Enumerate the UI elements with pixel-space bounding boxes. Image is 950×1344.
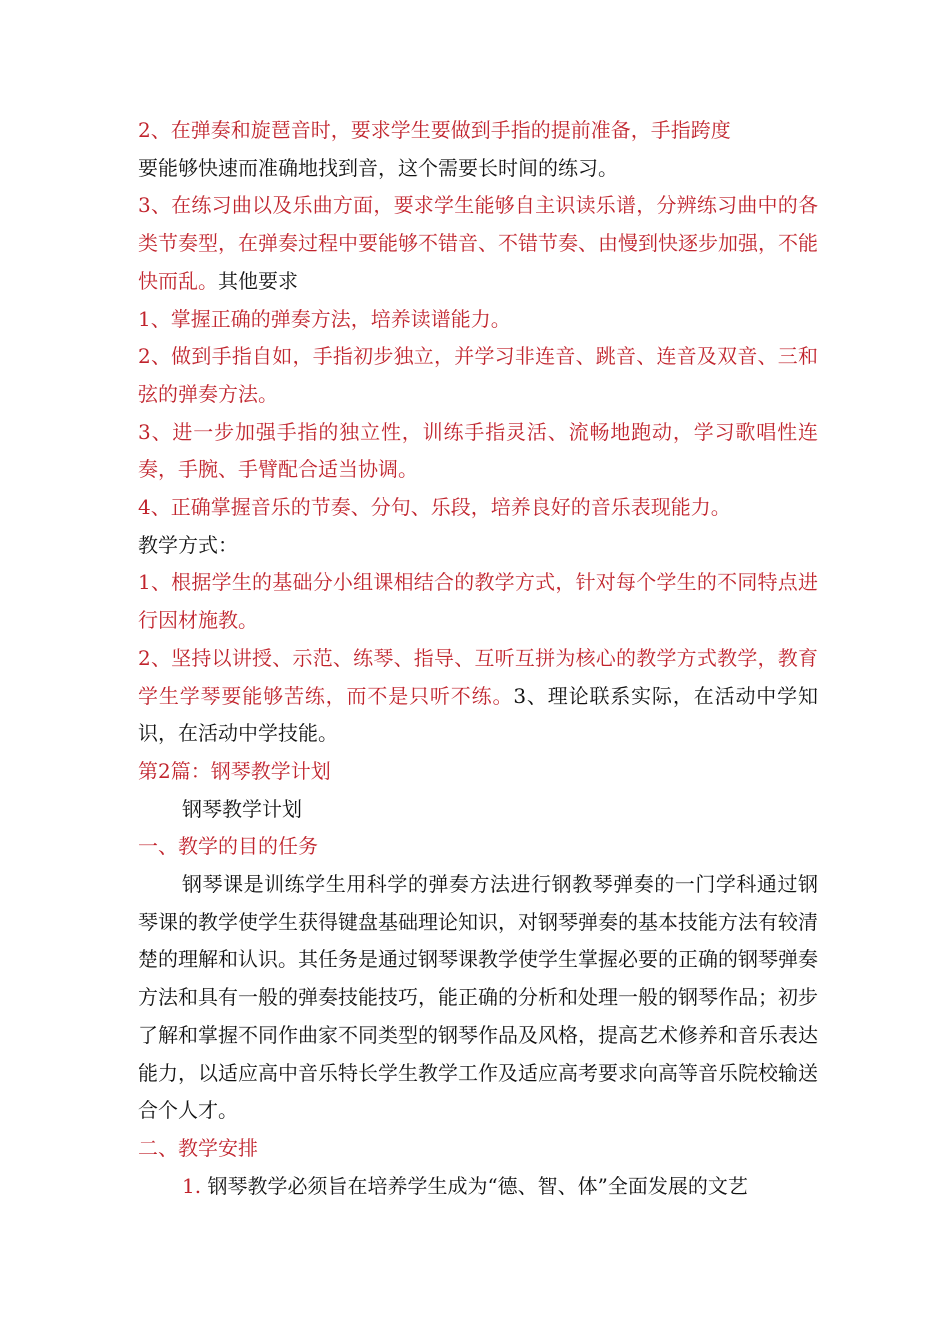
list-item: 4、正确掌握音乐的节奏、分句、乐段，培养良好的音乐表现能力。 [138,495,731,520]
paragraph-line [138,187,818,300]
black-text: 要能够快速而准确地找到音，这个需要长时间的练习。 [138,155,618,180]
chapter-heading: 第2篇：钢琴教学计划 [138,758,331,783]
list-item: 3、进一步加强手指的独立性，训练手指灵活、流畅地跑动，学习歌唱性连奏，手腕、手臂配合适当协调。 [138,419,818,482]
section-label: 教学方式： [138,532,238,557]
paragraph-line [138,112,818,187]
body-paragraph: 钢琴课是训练学生用科学的弹奏方法进行钢教琴弹奏的一门学科通过钢琴课的教学使学生获得键盘基础理论知识，对钢琴弹奏的基本技能方法有较清楚的理解和认识。其任务是通过钢琴课教学使学生掌握必要的正确的钢琴弹奏方法和具有一般的弹奏技能技巧，能正确的分析和处理一般的钢琴作品；初步了解和掌握不同作曲家不同类型的钢琴作品及风格，提高艺术修养和音乐表达能力，以适应高中音乐特长学生教学工作及适应高考要求向高等音乐院校输送合个人才。 [138,872,818,1123]
red-text: 3、在练习曲以及乐曲方面，要求学生能够自主识读乐谱，分辨练习曲中的各类节奏型，在弹奏过程中要能够不错音、不错节奏、由慢到快逐步加强，不能快而乱。 [138,193,818,293]
document-page [138,112,818,1205]
paragraph-line [138,640,818,753]
black-text: 3、理论联系实际，在活动中学知识，在活动中学技能。 [138,683,818,746]
list-item: 2、做到手指自如，手指初步独立，并学习非连音、跳音、连音及双音、三和弦的弹奏方法。 [138,344,818,406]
list-item: 1、掌握正确的弹奏方法，培养读谱能力。 [138,306,511,331]
black-text: 其他要求 [218,268,298,293]
item-number: 1. [182,1173,202,1198]
item-text: 钢琴教学必须旨在培养学生成为“德、智、体”全面发展的文艺 [207,1173,748,1198]
section-heading: 二、教学安排 [138,1135,258,1160]
red-text: 2、在弹奏和旋琶音时，要求学生要做到手指的提前准备，手指跨度 [138,118,731,142]
list-item: 1、根据学生的基础分小组课相结合的教学方式，针对每个学生的不同特点进行因材施教。 [138,570,818,633]
numbered-item [138,1168,818,1206]
red-text: 2、坚持以讲授、示范、练琴、指导、互听互拼为核心的教学方式教学，教育学生学琴要能够苦练，而不是只听不练。 [138,645,818,708]
section-heading: 一、教学的目的任务 [138,834,318,859]
document-title: 钢琴教学计划 [182,796,302,821]
